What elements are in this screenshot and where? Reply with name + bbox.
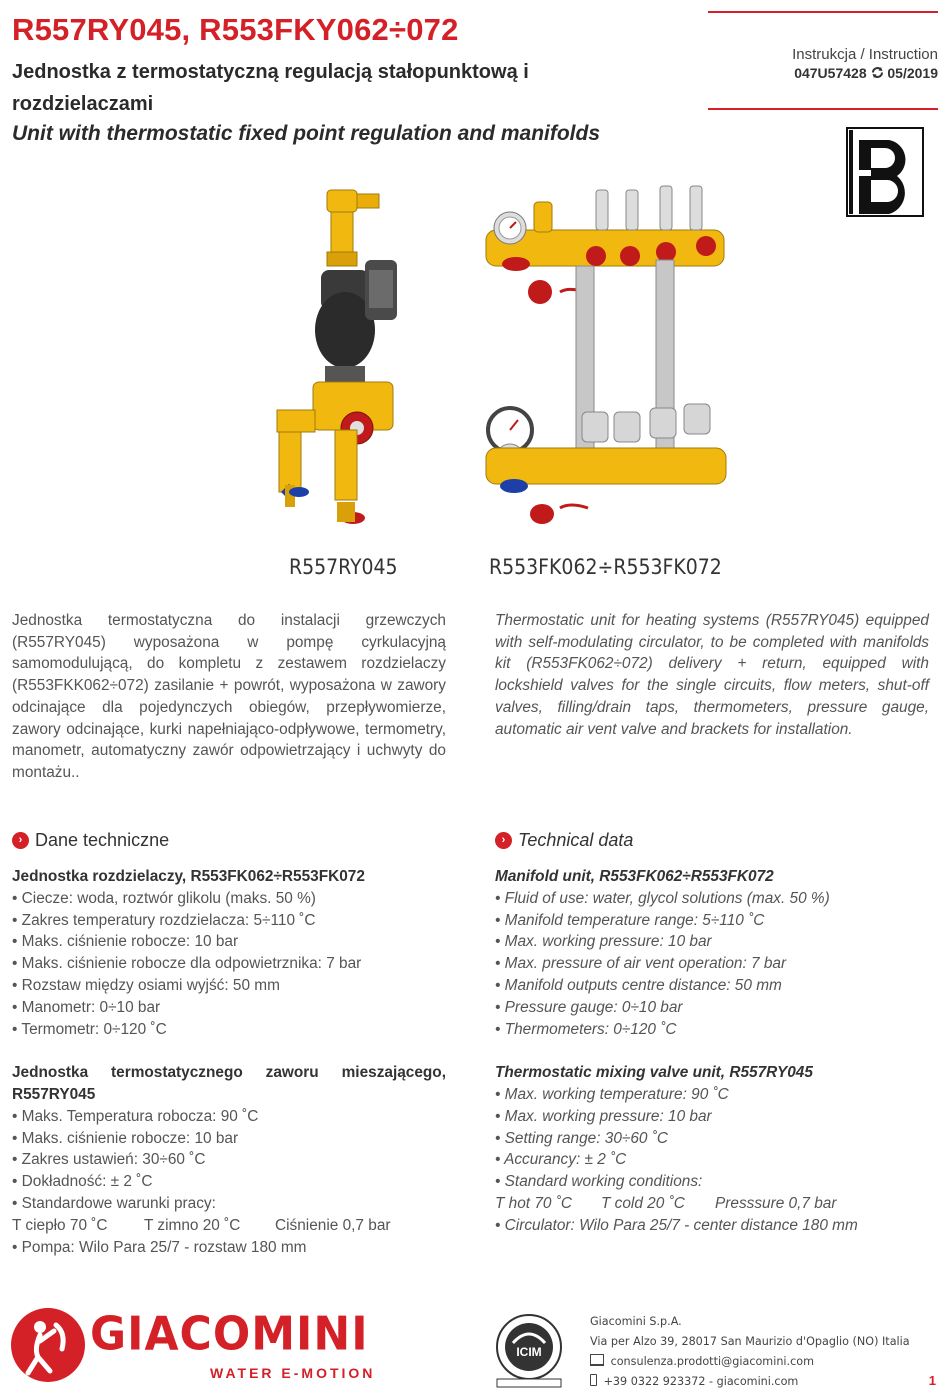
spec-item: • Accurancy: ± 2 ˚C (495, 1149, 929, 1171)
email-link[interactable]: consulenza.prodotti@giacomini.com (610, 1355, 814, 1368)
phone-icon (590, 1374, 597, 1386)
spec-item: • Setting range: 30÷60 ˚C (495, 1128, 929, 1150)
spec-item: • Zakres temperatury rozdzielacza: 5÷110 ˚C (12, 910, 446, 932)
spec-item: • Max. working temperature: 90 ˚C (495, 1084, 929, 1106)
condition-pressure: Ciśnienie 0,7 bar (275, 1216, 391, 1234)
working-conditions (495, 1193, 929, 1215)
model-label-left: R557RY045 (289, 555, 398, 579)
spec-item: • Maks. Temperatura robocza: 90 ˚C (12, 1106, 446, 1128)
phone-row (590, 1372, 910, 1392)
model-label-right: R553FK062÷R553FK072 (489, 555, 722, 579)
product-image-manifold (470, 180, 732, 530)
condition-pressure: Presssure 0,7 bar (715, 1194, 837, 1212)
condition-hot: T ciepło 70 ˚C (12, 1216, 108, 1234)
spec-item: • Thermometers: 0÷120 ˚C (495, 1019, 929, 1041)
specs-polish (12, 866, 446, 1258)
document-title: R557RY045, R553FKY062÷072 (12, 12, 459, 47)
spec-item: • Max. pressure of air vent operation: 7 bar (495, 953, 929, 975)
condition-hot: T hot 70 ˚C (495, 1194, 572, 1212)
product-image-thermostatic-unit (265, 180, 415, 530)
manifold-title: Jednostka rozdzielaczy, R553FK062÷R553FK072 (12, 868, 365, 885)
giacomini-emblem-icon (10, 1305, 90, 1385)
b-brand-logo (845, 126, 925, 218)
doc-date: 05/2019 (887, 65, 938, 81)
spec-item: • Maks. ciśnienie robocze: 10 bar (12, 931, 446, 953)
spec-item: • Termometr: 0÷120 ˚C (12, 1019, 446, 1041)
laptop-icon (590, 1354, 604, 1366)
subtitle-english: Unit with thermostatic fixed point regulation and manifolds (12, 122, 601, 145)
giacomini-logo (10, 1305, 390, 1385)
doc-code: 047U57428 (794, 65, 867, 81)
spec-item: • Max. working pressure: 10 bar (495, 931, 929, 953)
instruction-label: Instrukcja / Instruction (792, 46, 938, 63)
logo-wordmark: GIACOMINI (90, 1307, 369, 1362)
spec-item: • Standard working conditions: (495, 1171, 929, 1193)
chevron-right-icon: › (12, 832, 29, 849)
top-right-divider-2 (708, 108, 938, 110)
logo-tagline: WATER E-MOTION (210, 1365, 376, 1381)
subtitle-polish: Jednostka z termostatyczną regulacją stałopunktową i rozdzielaczami (12, 61, 529, 115)
spec-item: • Pompa: Wilo Para 25/7 - rozstaw 180 mm (12, 1237, 446, 1259)
section-heading-pl (12, 830, 169, 851)
spec-item: • Circulator: Wilo Para 25/7 - center distance 180 mm (495, 1215, 929, 1237)
company-name: Giacomini S.p.A. (590, 1315, 682, 1328)
spec-item: • Fluid of use: water, glycol solutions (max. 50 %) (495, 888, 929, 910)
chevron-right-icon: › (495, 832, 512, 849)
spec-item: • Dokładność: ± 2 ˚C (12, 1171, 446, 1193)
spec-item: • Maks. ciśnienie robocze dla odpowietrznika: 7 bar (12, 953, 446, 975)
valve-title: Thermostatic mixing valve unit, R557RY045 (495, 1064, 813, 1082)
manifold-title: Manifold unit, R553FK062÷R553FK072 (495, 868, 774, 885)
description-english: Thermostatic unit for heating systems (R557RY045) equipped with self-modulating circulator, to be completed with manifolds kit (R553FK062÷072) delivery + return, equipped with lockshield valves for the single circuits, flow meters, shut-off valves, filling/drain taps, thermometers, pressure gauge, automatic air vent valve and brackets for installation. (495, 612, 929, 738)
spec-item: • Standardowe warunki pracy: (12, 1193, 446, 1215)
company-address: Via per Alzo 39, 28017 San Maurizio d'Opaglio (NO) Italia (590, 1335, 910, 1348)
company-address-block (590, 1312, 910, 1392)
refresh-icon (871, 65, 884, 78)
spec-item: • Manifold outputs centre distance: 50 mm (495, 975, 929, 997)
page-number: 1 (928, 1373, 936, 1388)
instruction-block (792, 45, 938, 83)
section-heading-label: Dane techniczne (35, 830, 170, 850)
spec-item: • Zakres ustawień: 30÷60 ˚C (12, 1149, 446, 1171)
spec-item: • Manifold temperature range: 5÷110 ˚C (495, 910, 929, 932)
specs-english (495, 866, 929, 1237)
email-row (590, 1352, 910, 1372)
condition-cold: T zimno 20 ˚C (144, 1216, 241, 1234)
spec-item: • Ciecze: woda, roztwór glikolu (maks. 50 %) (12, 888, 446, 910)
valve-title: Jednostka termostatycznego zaworu mieszającego, R557RY045 (12, 1064, 446, 1103)
top-right-divider (708, 11, 938, 13)
spec-item: • Maks. ciśnienie robocze: 10 bar (12, 1128, 446, 1150)
condition-cold: T cold 20 ˚C (601, 1194, 685, 1212)
spec-item: • Manometr: 0÷10 bar (12, 997, 446, 1019)
icim-certification-logo (493, 1313, 565, 1389)
spec-item: • Pressure gauge: 0÷10 bar (495, 997, 929, 1019)
section-heading-label: Technical data (518, 830, 634, 850)
spec-item: • Rozstaw między osiami wyjść: 50 mm (12, 975, 446, 997)
working-conditions (12, 1215, 446, 1237)
icim-text: ICIM (516, 1345, 542, 1359)
spec-item: • Max. working pressure: 10 bar (495, 1106, 929, 1128)
document-code (792, 64, 938, 83)
phone-web-link[interactable]: +39 0322 923372 - giacomini.com (603, 1375, 799, 1388)
section-heading-en (495, 830, 633, 851)
description-polish: Jednostka termostatyczna do instalacji grzewczych (R557RY045) wyposażona w pompę cyrkulacyjną samomodulującą, do kompletu z zestawem rozdzielaczy (R553FKK062÷072) zasilanie + powrót, wyposażona w zawory odcinające dla pojedynczych obiegów, przepływomierze, zawory odcinające, kurki napełniająco-odpływowe, termometry, manometr, automatyczny zawór odpowietrzający i uchwyty do montażu.. (12, 612, 446, 781)
